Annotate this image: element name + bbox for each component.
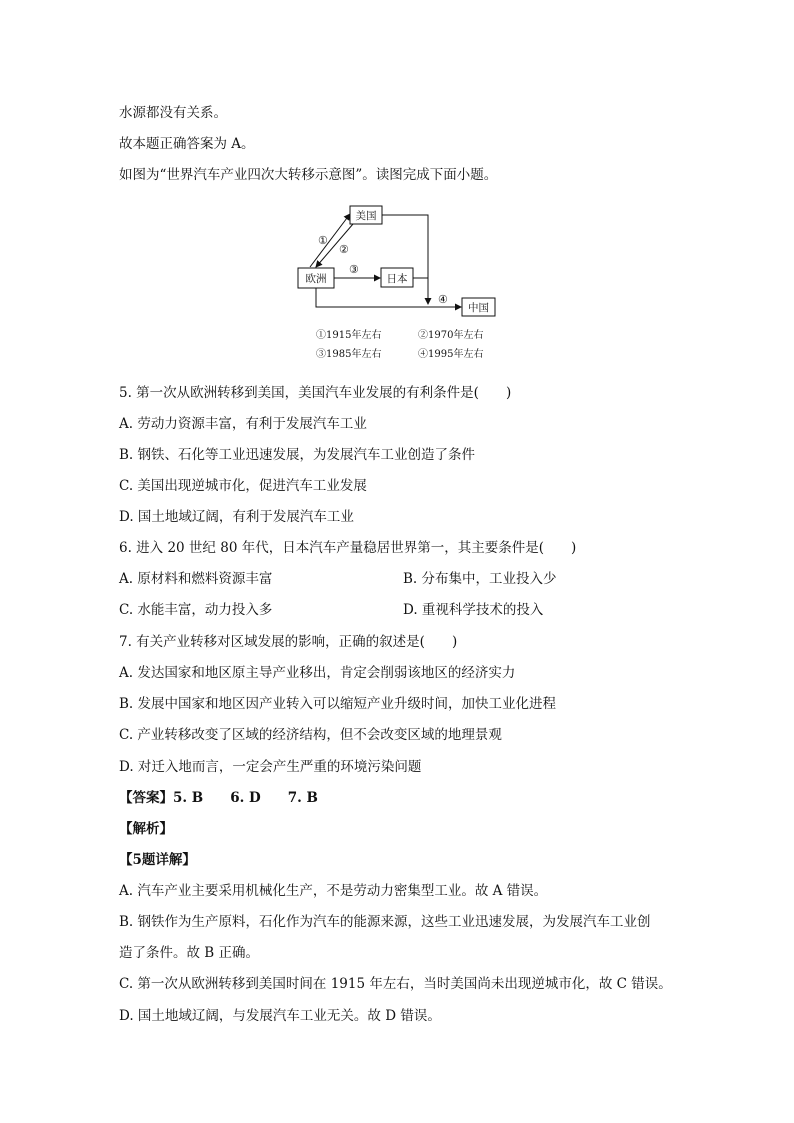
answer-line: 【答案】5. B 6. D 7. B bbox=[119, 790, 318, 806]
explanation-line: 造了条件。故 B 正确。 bbox=[119, 945, 260, 961]
arrow-label-3: ③ bbox=[349, 263, 359, 276]
explanation-line: D. 国土地域辽阔，与发展汽车工业无关。故 D 错误。 bbox=[119, 1008, 441, 1024]
legend-2: ②1970年左右 bbox=[418, 330, 484, 341]
q5-option-c: C. 美国出现逆城市化，促进汽车工业发展 bbox=[119, 478, 367, 494]
q7-option-c: C. 产业转移改变了区域的经济结构，但不会改变区域的地理景观 bbox=[119, 727, 502, 743]
arrow-europe-usa bbox=[310, 214, 350, 267]
q5-option-b: B. 钢铁、石化等工业迅速发展，为发展汽车工业创造了条件 bbox=[119, 447, 476, 463]
text-line: 故本题正确答案为 A。 bbox=[119, 136, 255, 152]
industry-transfer-diagram bbox=[290, 200, 510, 365]
q5-option-d: D. 国土地域辽阔，有利于发展汽车工业 bbox=[119, 509, 354, 525]
analysis-heading: 【解析】 bbox=[119, 821, 173, 837]
legend-4: ④1995年左右 bbox=[418, 349, 484, 360]
node-usa: 美国 bbox=[355, 210, 377, 222]
legend-1: ①1915年左右 bbox=[316, 330, 382, 341]
q7-option-b: B. 发展中国家和地区因产业转入可以缩短产业升级时间，加快工业化进程 bbox=[119, 696, 557, 712]
q6-option-b: B. 分布集中，工业投入少 bbox=[403, 571, 557, 587]
q7-option-d: D. 对迁入地而言，一定会产生严重的环境污染问题 bbox=[119, 759, 422, 775]
explanation-line: B. 钢铁作为生产原料，石化作为汽车的能源来源，这些工业迅速发展，为发展汽车工业创 bbox=[119, 914, 651, 930]
legend-3: ③1985年左右 bbox=[316, 349, 382, 360]
node-japan: 日本 bbox=[386, 273, 408, 285]
arrow-label-2: ② bbox=[339, 243, 349, 256]
q6-option-d: D. 重视科学技术的投入 bbox=[403, 602, 544, 618]
explanation-line: A. 汽车产业主要采用机械化生产，不是劳动力密集型工业。故 A 错误。 bbox=[119, 883, 548, 899]
q7-stem: 7. 有关产业转移对区域发展的影响，正确的叙述是( ) bbox=[119, 634, 458, 650]
q5-option-a: A. 劳动力资源丰富，有利于发展汽车工业 bbox=[119, 416, 367, 432]
q6-option-a: A. 原材料和燃料资源丰富 bbox=[119, 571, 273, 587]
text-line: 水源都没有关系。 bbox=[119, 105, 227, 121]
q5-stem: 5. 第一次从欧洲转移到美国，美国汽车业发展的有利条件是( ) bbox=[119, 385, 512, 401]
arrow-label-1: ① bbox=[318, 234, 328, 247]
node-europe: 欧洲 bbox=[305, 273, 327, 285]
q6-stem: 6. 进入 20 世纪 80 年代，日本汽车产量稳居世界第一，其主要条件是( ) bbox=[119, 540, 577, 556]
q7-option-a: A. 发达国家和地区原主导产业移出，肯定会削弱该地区的经济实力 bbox=[119, 665, 516, 681]
arrow-usa-china bbox=[382, 215, 428, 304]
q6-option-c: C. 水能丰富，动力投入多 bbox=[119, 602, 273, 618]
q5-detail-heading: 【5题详解】 bbox=[119, 852, 196, 868]
explanation-line: C. 第一次从欧洲转移到美国时间在 1915 年左右，当时美国尚未出现逆城市化，故 C 错误。 bbox=[119, 976, 672, 992]
arrow-label-4: ④ bbox=[438, 293, 448, 306]
question-intro: 如图为“世界汽车产业四次大转移示意图”。读图完成下面小题。 bbox=[119, 167, 498, 183]
node-china: 中国 bbox=[468, 302, 489, 314]
